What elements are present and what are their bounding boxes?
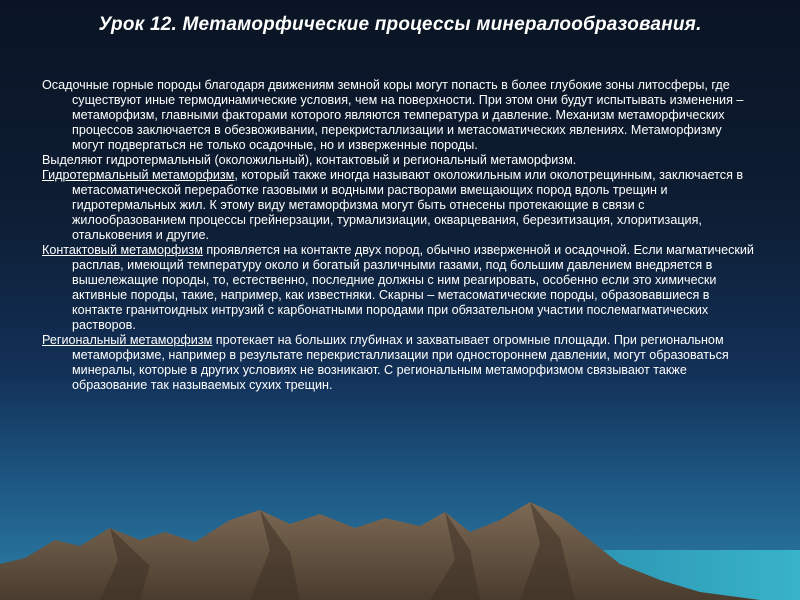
- paragraph-hydrothermal: [42, 168, 754, 243]
- term-regional: Региональный метаморфизм: [42, 333, 213, 347]
- paragraph-text: проявляется на контакте двух пород, обычно изверженной и осадочной. Если магматический расплав, имеющий температуру около и богатый различными газами, под большим давлением внедряется в вышележащие породы, то, естественно, последние должны с ним реагировать, особенно если это химически активные породы, такие, например, как известняки. Скарны – метасоматические породы, образовавшиеся в контакте гранитоидных интрузий с карбонатными породами при обязательном участии послемагматических растворов.: [72, 243, 754, 332]
- slide-body: [42, 78, 754, 393]
- mountain-landscape: [0, 480, 800, 600]
- paragraph-text: Выделяют гидротермальный (околожильный), контактовый и региональный метаморфизм.: [42, 153, 577, 167]
- paragraph-regional: [42, 333, 754, 393]
- paragraph-types: [42, 153, 754, 168]
- paragraph-text: протекает на больших глубинах и захватывает огромные площади. При региональном метаморфизме, например в результате перекристаллизации при одностороннем давлении, могут образоваться минералы, которые в других условиях не возникают. С региональным метаморфизмом связывают также образование так называемых сухих трещин.: [72, 333, 729, 392]
- term-contact: Контактовый метаморфизм: [42, 243, 203, 257]
- term-hydrothermal: Гидротермальный метаморфизм: [42, 168, 235, 182]
- paragraph-text: , который также иногда называют околожильным или околотрещинным, заключается в метасоматической переработке газовыми и водными растворами вмещающих пород вдоль трещин и гидротермальных жил. К этому виду метаморфизма могут быть отнесены протекающие в связи с жилообразованием процессы грейнерзации, турмализиации, окварцевания, березитизация, хлоритизация, отальковения и другие.: [72, 168, 744, 242]
- paragraph-contact: [42, 243, 754, 333]
- paragraph-intro: [42, 78, 754, 153]
- slide-title: Урок 12. Метаморфические процессы минералообразования.: [98, 14, 702, 35]
- paragraph-text: Осадочные горные породы благодаря движениям земной коры могут попасть в более глубокие зоны литосферы, где существуют иные термодинамические условия, чем на поверхности. При этом они будут испытывать изменения – метаморфизм, главными факторами которого являются температура и давление. Механизм метаморфических процессов заключается в обезвоживании, перекристаллизации и метасоматических явлениях. Метаморфизму могут подвергаться не только осадочные, но и изверженные породы.: [42, 78, 744, 152]
